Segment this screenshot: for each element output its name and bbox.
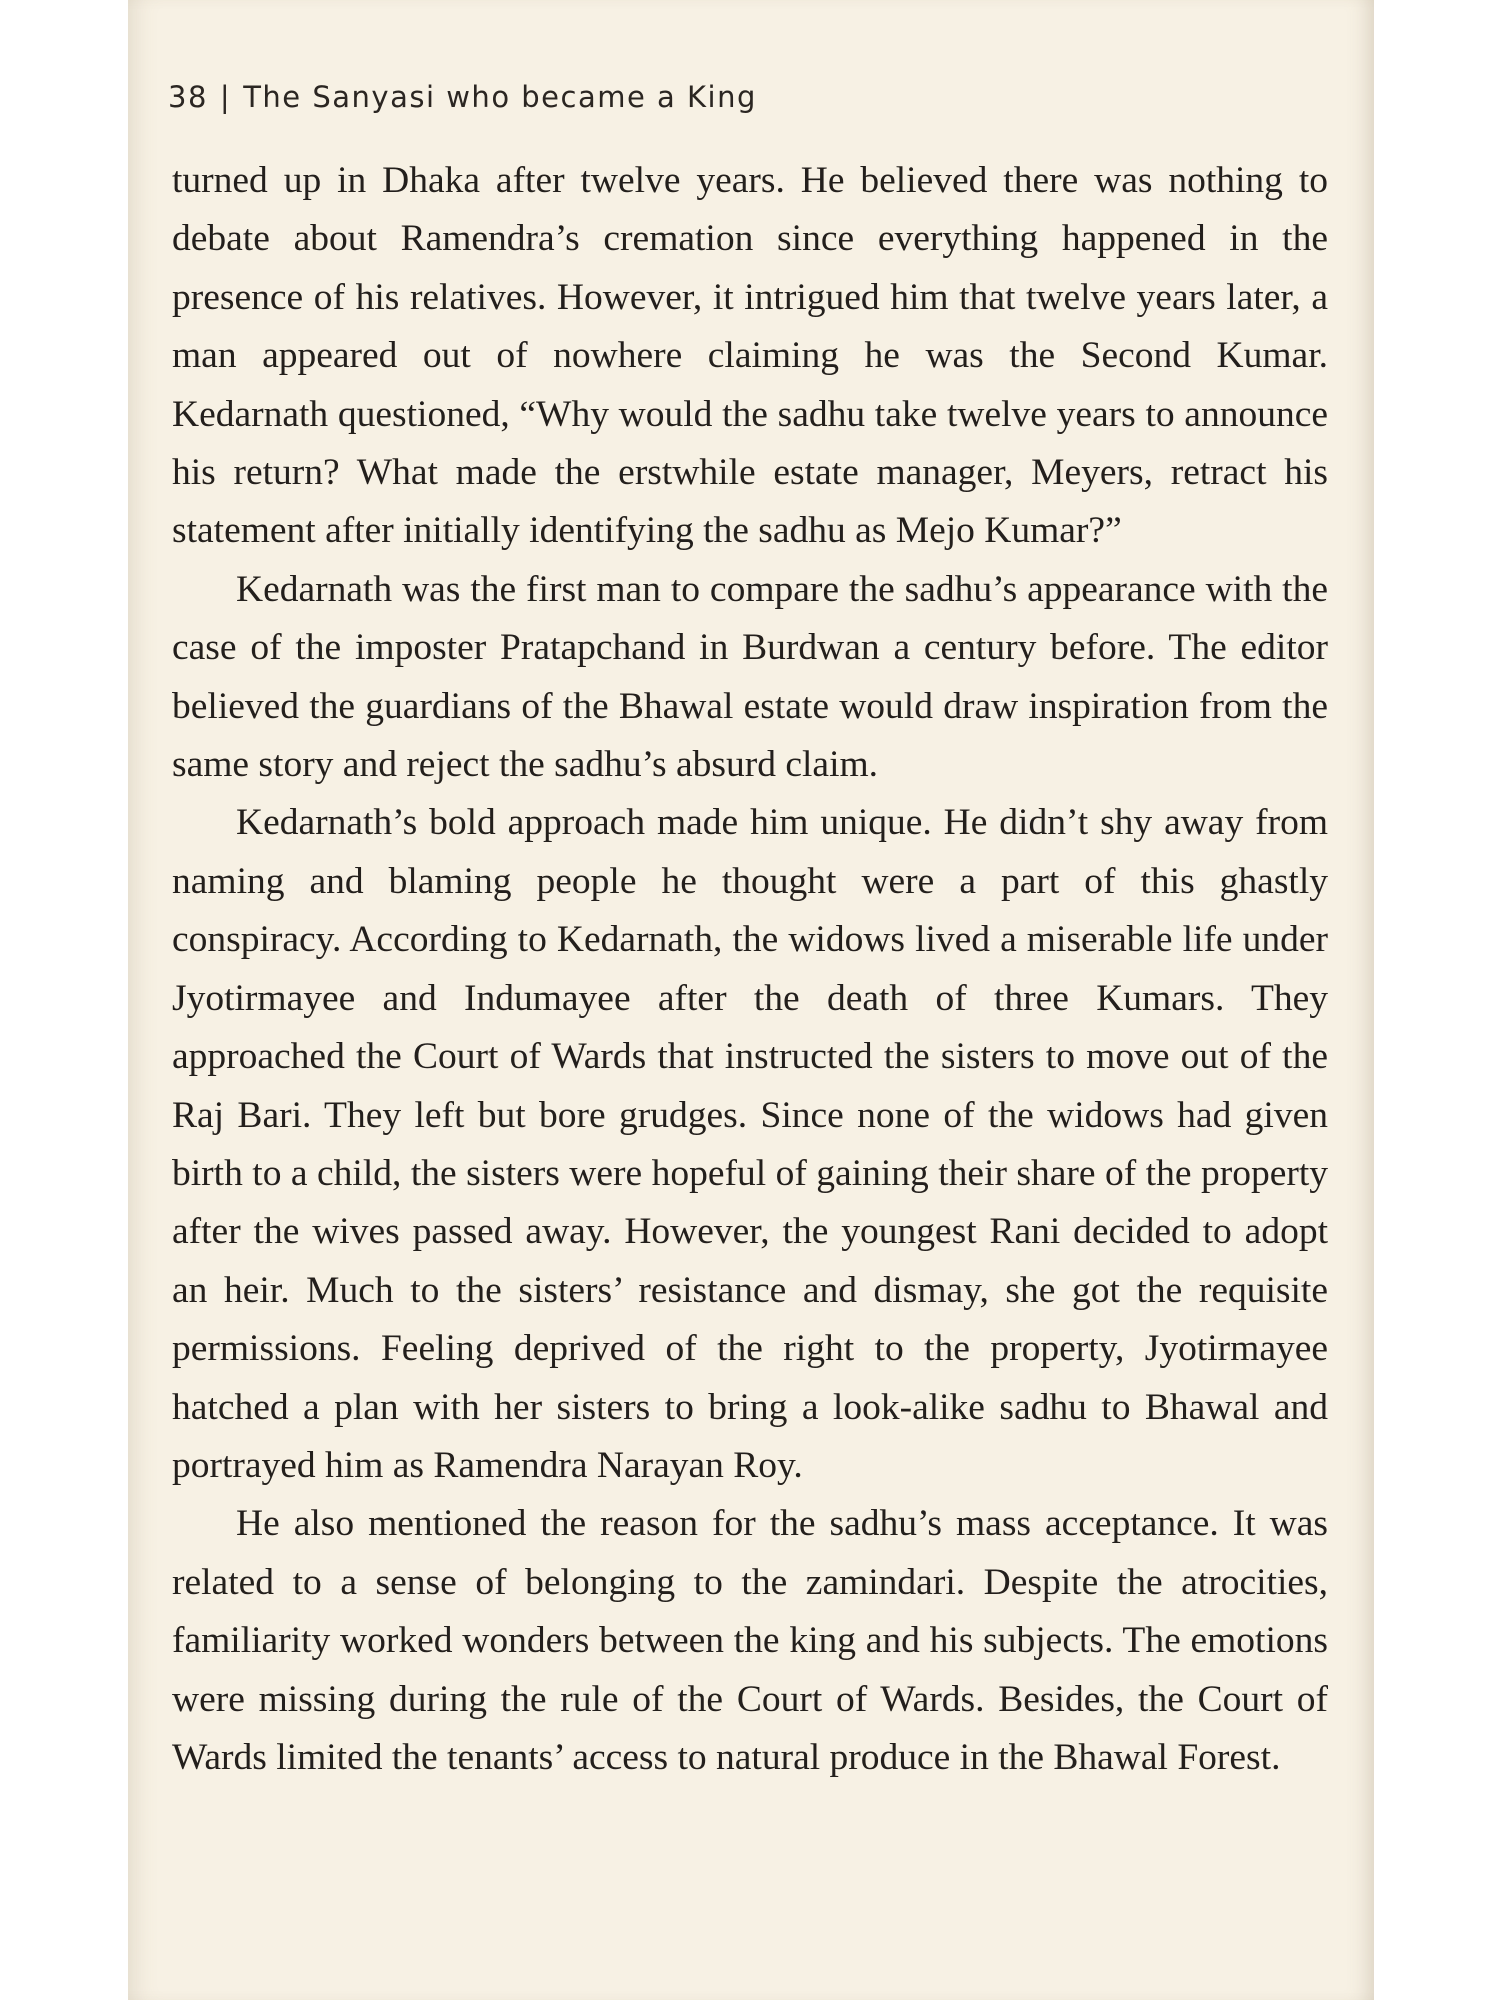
running-head	[168, 80, 757, 114]
page-number: 38	[168, 80, 208, 114]
paragraph: Kedarnath was the first man to compare the sadhu’s appearance with the case of the imposter Pratapchand in Burdwan a century before. The editor believed the guardians of the Bhawal estate would draw inspiration from the same story and reject the sadhu’s absurd claim.	[172, 568, 1328, 786]
header-separator: |	[219, 80, 232, 114]
book-title: The Sanyasi who became a King	[243, 80, 757, 114]
body-text	[172, 152, 1328, 1787]
paragraph-continued: turned up in Dhaka after twelve years. He believed there was nothing to debate about Ramendra’s cremation since everything happened in the presence of his relatives. However, it intrigued him that twelve years later, a man appeared out of nowhere claiming he was the Second Kumar. Kedarnath questioned, “Why would the sadhu take twelve years to announce his return? What made the erstwhile estate manager, Meyers, retract his statement after initially identifying the sadhu as Mejo Kumar?”	[172, 160, 1328, 552]
paragraph: He also mentioned the reason for the sadhu’s mass acceptance. It was related to a sense of belonging to the zamindari. Despite the atrocities, familiarity worked wonders between the king and his subjects. The emotions were missing during the rule of the Court of Wards. Besides, the Court of Wards limited the tenants’ access to natural produce in the Bhawal Forest.	[172, 1503, 1328, 1778]
book-page	[128, 0, 1374, 2000]
paragraph: Kedarnath’s bold approach made him unique. He didn’t shy away from naming and blaming people he thought were a part of this ghastly conspiracy. According to Kedarnath, the widows lived a miserable life under Jyotirmayee and Indumayee after the death of three Kumars. They approached the Court of Wards that instructed the sisters to move out of the Raj Bari. They left but bore grudges. Since none of the widows had given birth to a child, the sisters were hopeful of gaining their share of the property after the wives passed away. However, the youngest Rani decided to adopt an heir. Much to the sisters’ resistance and dismay, she got the requisite permissions. Feeling deprived of the right to the property, Jyotirmayee hatched a plan with her sisters to bring a look-alike sadhu to Bhawal and portrayed him as Ramendra Narayan Roy.	[172, 802, 1328, 1486]
